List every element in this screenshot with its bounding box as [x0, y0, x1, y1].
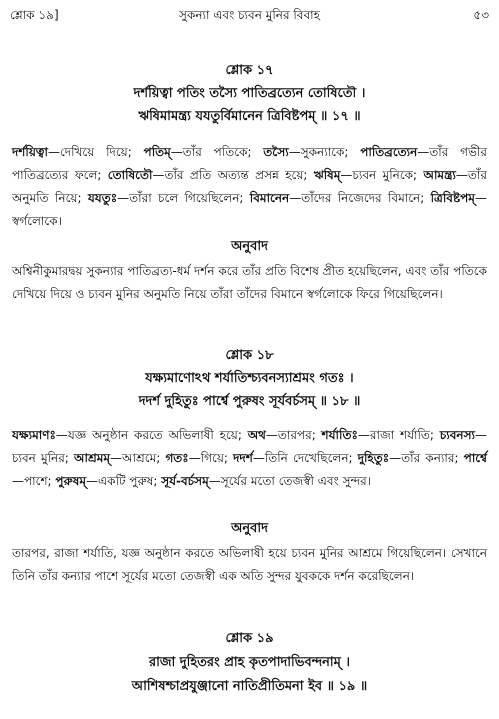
synonym-meaning: —তিনি দেখেছিলেন; [252, 451, 358, 465]
running-header [10, 6, 489, 24]
synonym-word: আমন্ত্র্য [423, 168, 456, 182]
synonym-word: শর্যাতিঃ [321, 428, 358, 442]
synonym-meaning: —দেখিয়ে দিয়ে; [47, 145, 144, 159]
synonym-meaning: —আশ্রমে; [110, 451, 166, 465]
synonyms-18 [12, 424, 487, 493]
synonym-meaning: —চ্যবন মুনিকে; [340, 168, 424, 182]
synonym-meaning: —পাশে; [12, 474, 56, 488]
synonym-meaning: —সুকন্যাকে; [288, 145, 361, 159]
synonym-word: ঋষিম্ [313, 168, 341, 182]
synonym-meaning: —তারপর; [265, 428, 322, 442]
verse-18-title: শ্লোক ১৮ [225, 348, 274, 363]
translation-17: অশ্বিনীকুমারদ্বয় সুকন্যার পাতিব্রত্য-ধর্ম দর্শন করে তাঁর প্রতি বিশেষ প্রীত হয়েছিলেন, এবং তাঁর পতিকে দেখিয়ে দিয়ে ও চ্যবন মুনির অনুমতি নিয়ে তাঁরা তাঁদের বিমানে স্বর্গলোকে ফিরে গিয়েছিলেন। [12, 264, 487, 301]
verse-18-line-1: যক্ষ্যমাণোঽথ শর্যাতিশ্চ্যবনস্যাশ্রমং গতঃ । [145, 371, 354, 386]
synonym-meaning: —রাজা শর্যাতি; [357, 428, 440, 442]
synonym-word: চ্যবনস্য [439, 428, 475, 442]
synonym-meaning: —তাঁর অনুমতি নিয়ে; [12, 168, 488, 205]
verse-17-line-2: ঋষিমামন্ত্র্য যযতুর্বিমানেন ত্রিবিষ্টপম্ ॥ ১৭ ॥ [138, 109, 361, 124]
synonym-meaning: —তাঁর পতিকে; [170, 145, 264, 159]
synonym-word: পতিম্ [143, 145, 171, 159]
synonym-word: পার্শ্বে [463, 451, 487, 465]
synonym-word: তস্যৈ [263, 145, 289, 159]
translation-heading-17: অনুবাদ [231, 239, 268, 254]
synonym-meaning: —তাঁদের নিজেদের বিমানে; [289, 191, 431, 205]
synonym-meaning: —তাঁর প্রতি অত্যন্ত প্রসন্ন হয়ে; [152, 168, 314, 182]
synonym-word: ত্রিবিষ্টপম্ [430, 191, 475, 205]
synonym-meaning: —একটি পুরুষ; [86, 474, 162, 488]
verse-19-line-2: আশিষশ্চাপ্রযুঞ্জানো নাতিপ্রীতিমনা ইব ॥ ১৯ ॥ [131, 679, 368, 694]
synonym-word: বিমানেন [249, 191, 290, 205]
synonym-word: যক্ষ্যমাণঃ [12, 428, 56, 442]
synonym-meaning: —সূর্যের মতো তেজস্বী এবং সুন্দর। [208, 474, 372, 488]
synonyms-17 [12, 141, 487, 233]
synonym-word: তোষিতৌ [107, 168, 153, 182]
translation-heading-18: অনুবাদ [231, 521, 268, 536]
synonym-word: দর্শয়িত্বা [12, 145, 48, 159]
synonym-word: আশ্রমম্ [73, 451, 111, 465]
synonym-meaning: —গিয়ে; [188, 451, 234, 465]
synonym-word: দুহিতুঃ [357, 451, 390, 465]
header-verse-ref: শ্লোক ১৯] [10, 8, 59, 22]
synonym-meaning: —স্বর্গলোকে। [12, 191, 487, 228]
synonym-meaning: —যজ্ঞ অনুষ্ঠান করতে অভিলাষী হয়ে; [55, 428, 248, 442]
verse-17-title: শ্লোক ১৭ [225, 63, 274, 78]
synonym-word: যযতুঃ [87, 191, 118, 205]
synonym-word: দদর্শ [233, 451, 253, 465]
synonym-word: পুরুষম্ [55, 474, 87, 488]
synonym-word: পাতিব্রত্যেন [360, 145, 418, 159]
verse-18-line-2: দদর্শ দুহিতুঃ পার্শ্বে পুরুষং সূর্যবর্চসম্ ॥ ১৮ ॥ [138, 394, 361, 409]
verse-17-line-1: দর্শয়িত্বা পতিং তস্যৈ পাতিব্রত্যেন তোষিতৌ । [133, 86, 366, 101]
verse-19-line-1: রাজা দুহিতরং প্রাহ কৃতপাদাভিবন্দনাম্ । [148, 655, 351, 670]
header-chapter-title: সুকন্যা এবং চ্যবন মুনির বিবাহ [179, 8, 320, 22]
synonym-word: সূর্য-বর্চসম্ [161, 474, 209, 488]
synonym-meaning: —তাঁর গভীর পাতিব্রত্যের ফলে; [12, 145, 487, 182]
header-page-number: ৫৩ [473, 8, 489, 22]
synonym-meaning: —তাঁরা চলে গিয়েছিলেন; [117, 191, 250, 205]
translation-18: তারপর, রাজা শর্যাতি, যজ্ঞ অনুষ্ঠান করতে অভিলাষী হয়ে চ্যবন মুনির আশ্রমে গিয়েছিলেন। সেখানে তিনি তাঁর কন্যার পাশে সূর্যের মতো তেজস্বী এক অতি সুন্দর যুবককে দর্শন করেছিলেন। [12, 546, 487, 583]
synonym-word: অথ [247, 428, 266, 442]
synonym-word: গতঃ [165, 451, 189, 465]
verse-19-title: শ্লোক ১৯ [225, 631, 274, 646]
synonym-meaning: —চ্যবন মুনির; [12, 428, 487, 465]
synonym-meaning: —তাঁর কন্যার; [389, 451, 464, 465]
